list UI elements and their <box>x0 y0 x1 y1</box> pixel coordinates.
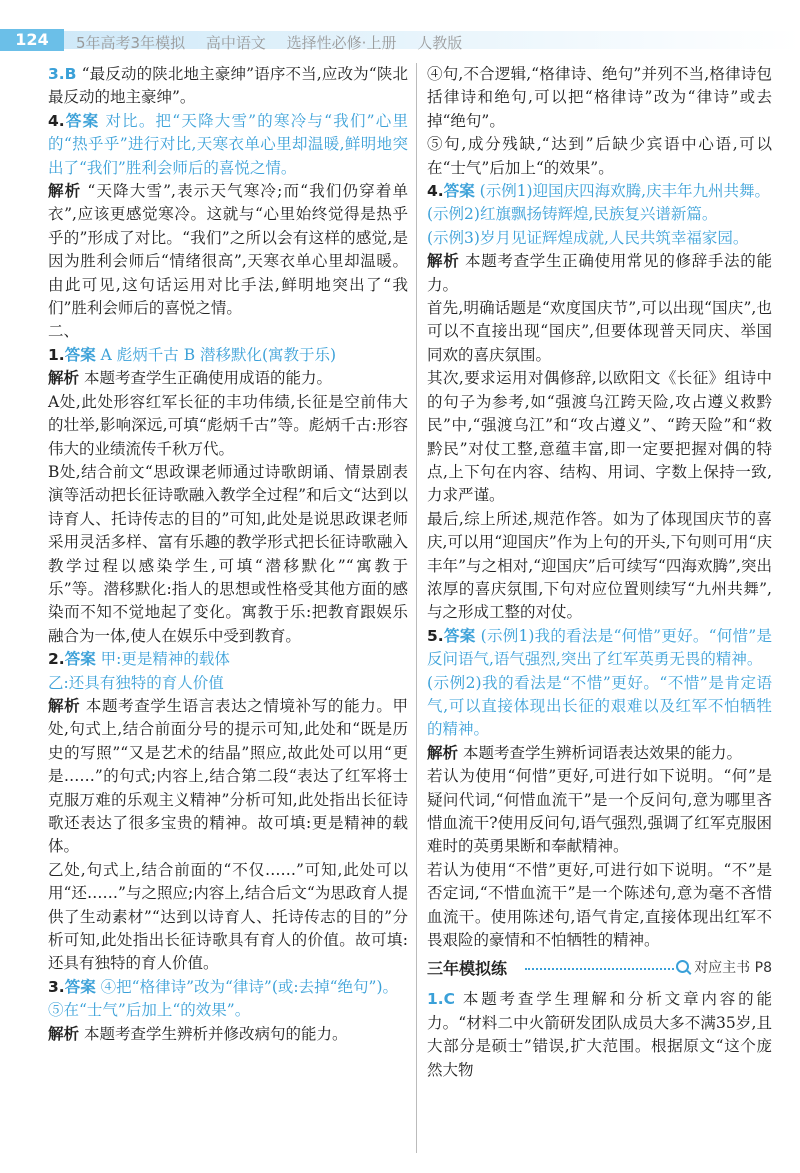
question-4-explanation: 解析 “天降大雪”,表示天气寒冷;而“我们仍穿着单衣”,应该更感觉寒冷。这就与“心里始终觉得是热乎乎的”形成了对比。“我们”之所以会有这样的感觉,是因为胜利会师后“情绪很高”,天寒衣单心里却温暖。由此可见,这句话运用对比手法,鲜明地突出了“我们”胜利会师后的喜悦之情。 <box>48 182 408 318</box>
q4-paragraph-2: 其次,要求运用对偶修辞,以欧阳文《长征》组诗中的句子为参考,如“强渡乌江跨天险,攻占遵义救黔民”中,“强渡乌江”和“攻占遵义”、“跨天险”和“救黔民”对仗工整,意蕴丰富,即一定要把握对偶的特点,上下句在内容、结构、用词、字数上保持一致,力求严谨。 <box>427 369 772 505</box>
section-ref: 对应主书 P8 <box>676 957 772 977</box>
q1-explanation: 解析 本题考查学生正确使用成语的能力。 <box>48 369 332 388</box>
column-divider <box>416 63 417 1153</box>
q4-answer-3: (示例3)岁月见证辉煌成就,人民共筑幸福家园。 <box>427 228 749 247</box>
q4-answer-1: 4.答案 (示例1)迎国庆四海欢腾,庆丰年九州共舞。 <box>427 182 771 201</box>
header-text <box>76 32 478 53</box>
book-title: 5年高考3年模拟 <box>76 34 186 52</box>
q4-explanation: 解析 本题考查学生正确使用常见的修辞手法的能力。 <box>427 252 772 294</box>
section-2-label: 二、 <box>48 322 80 341</box>
q5-paragraph-2: 若认为使用“不惜”更好,可进行如下说明。“不”是否定词,“不惜血流干”是一个陈述句,意为毫不吝惜血流干。使用陈述句,语气肯定,直接体现出红军不畏艰险的豪情和不怕牺牲的精神。 <box>427 860 772 950</box>
q2-answer-2: 乙:还具有独特的育人价值 <box>48 673 224 692</box>
q2-explanation: 解析 本题考查学生语言表达之情境补写的能力。甲处,句式上,结合前面分号的提示可知,此处和“既是历史的写照”“又是艺术的结晶”照应,故此处可以用“更是……”的句式;内容上,结合第二段“表达了红军将士克服万难的乐观主义精神”分析可知,此处指出长征诗歌还表达了很多宝贵的精神。故可填:更是精神的载体。 <box>48 696 408 856</box>
left-column <box>48 63 408 1046</box>
q3-continued-4: ④句,不合逻辑,“格律诗、绝句”并列不当,格律诗包括律诗和绝句,可以把“格律诗”改为“律诗”或去掉“绝句”。 <box>427 65 772 130</box>
q5-explanation: 解析 本题考查学生辨析词语表达效果的能力。 <box>427 743 742 762</box>
volume: 选择性必修·上册 <box>286 34 397 52</box>
q1-paragraph-a: A处,此处形容红军长征的丰功伟绩,长征是空前伟大的壮举,影响深远,可填“彪炳千古”等。彪炳千古:形容伟大的业绩流传千秋万代。 <box>48 392 408 458</box>
question-3: 3.B “最反动的陕北地主豪绅”语序不当,应改为“陕北最反动的地主豪绅”。 <box>48 65 408 107</box>
q3-answer-1: 3.答案 ④把“格律诗”改为“律诗”(或:去掉“绝句”)。 <box>48 977 399 996</box>
q1-paragraph-b: B处,结合前文“思政课老师通过诗歌朗诵、情景剧表演等活动把长征诗歌融入教学全过程”和后文“达到以诗育人、托诗传志的目的”可知,此处是说思政课老师采用灵活多样、富有乐趣的教学形式把长征诗歌融入教学过程以感染学生,可填“潜移默化”“寓教于乐”等。潜移默化:指人的思想或性格受其他方面的感染而不知不觉地起了变化。寓教于乐:把教育跟娱乐融合为一体,使人在娱乐中受到教育。 <box>48 462 408 645</box>
q2-paragraph-b: 乙处,句式上,结合前面的“不仅……”可知,此处可以用“还……”与之照应;内容上,结合后文“为思政育人提供了生动素材”“达到以诗育人、托诗传志的目的”分析可知,此处指出长征诗歌具有育人的价值。故可填:还具有独特的育人价值。 <box>48 860 408 973</box>
q4-paragraph-3: 最后,综上所述,规范作答。如为了体现国庆节的喜庆,可以用“迎国庆”作为上句的开头,下句则可用“庆丰年”与之相对,“迎国庆”后可续写“四海欢腾”,突出浓厚的喜庆氛围,下句对应位置则续写“九州共舞”,与之形成工整的对仗。 <box>427 509 772 622</box>
mock-q1: 1.C 本题考查学生理解和分析文章内容的能力。“材料二中火箭研发团队成员大多不满35岁,且大部分是硕士”错误,扩大范围。根据原文“这个庞然大物 <box>427 990 772 1079</box>
q5-paragraph-1: 若认为使用“何惜”更好,可进行如下说明。“何”是疑问代词,“何惜血流干”是一个反问句,意为哪里吝惜血流干?使用反问句,语气强烈,强调了红军克服困难时的英勇果断和奉献精神。 <box>427 767 772 856</box>
right-column <box>427 63 772 1082</box>
section-bar <box>427 956 772 984</box>
question-4-answer: 4.答案 对比。把“天降大雪”的寒冷与“我们”心里的“热乎乎”进行对比,天寒衣单心里却温暖,鲜明地突出了“我们”胜利会师后的喜悦之情。 <box>48 111 408 177</box>
q5-answer-2: (示例2)我的看法是“不惜”更好。“不惜”是肯定语气,可以直接体现出长征的艰难以及红军不怕牺牲的精神。 <box>427 673 772 739</box>
page-number: 124 <box>0 29 64 51</box>
q3-explanation: 解析 本题考查学生辨析并修改病句的能力。 <box>48 1024 348 1043</box>
q4-paragraph-1: 首先,明确话题是“欢度国庆节”,可以出现“国庆”,也可以不直接出现“国庆”,但要体现普天同庆、举国同欢的喜庆氛围。 <box>427 299 772 364</box>
section-dotted-line <box>525 968 674 970</box>
q3-continued-5: ⑤句,成分残缺,“达到”后缺少宾语中心语,可以在“士气”后加上“的效果”。 <box>427 135 772 177</box>
search-icon <box>676 960 689 973</box>
edition: 人教版 <box>417 34 463 52</box>
section-title: 三年模拟练 <box>427 959 508 979</box>
subject: 高中语文 <box>205 34 266 52</box>
page-header <box>0 0 800 70</box>
q4-answer-2: (示例2)红旗飘扬铸辉煌,民族复兴谱新篇。 <box>427 205 718 224</box>
q2-answer-1: 2.答案 甲:更是精神的载体 <box>48 650 230 669</box>
q1-answer: 1.答案 A 彪炳千古 B 潜移默化(寓教于乐) <box>48 345 337 364</box>
q5-answer-1: 5.答案 (示例1)我的看法是“何惜”更好。“何惜”是反问语气,语气强烈,突出了红军英勇无畏的精神。 <box>427 626 772 669</box>
q3-answer-2: ⑤在“士气”后加上“的效果”。 <box>48 1001 251 1020</box>
